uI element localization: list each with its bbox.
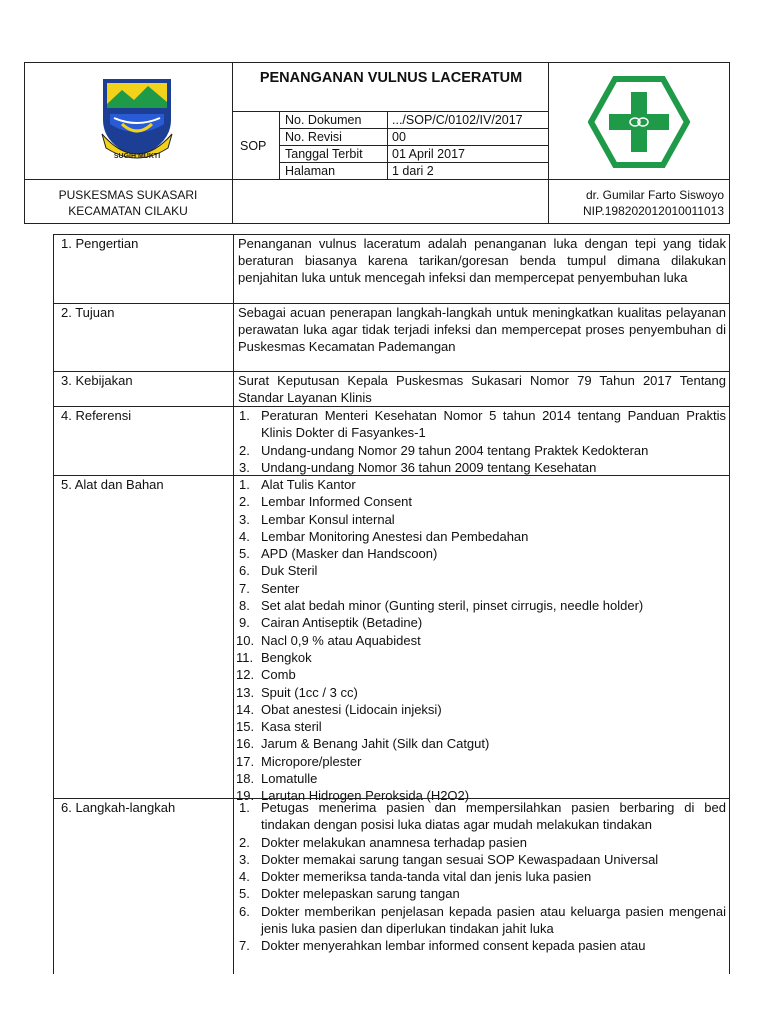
list-item: 2. Undang-undang Nomor 29 tahun 2004 tentang Praktek Kedokteran [239,442,649,458]
list-item: 13. Spuit (1cc / 3 cc) [236,684,358,700]
list-item: 7. Dokter menyerahkan lembar informed consent kepada pasien atau [239,938,646,954]
table-row [53,235,730,303]
field-label: Tanggal Terbit [285,147,363,161]
row-text: Surat Keputusan Kepala Puskesmas Sukasari Nomor 79 Tahun 2017 Tentang Standar Layanan Klinis [238,373,726,405]
list-item: 1. Alat Tulis Kantor [239,477,356,492]
document-title: PENANGANAN VULNUS LACERATUM [259,70,523,86]
reference-list [236,407,726,476]
row-label: 3. Kebijakan [61,373,133,388]
list-item: 1. Peraturan Menteri Kesehatan Nomor 5 tahun 2014 tentang Panduan Praktis Klinis Dokter di Fasyankes-1 [239,408,726,441]
list-item: 4. Dokter memeriksa tanda-tanda vital dan jenis luka pasien [239,869,592,885]
list-item: 18. Lomatulle [236,771,318,787]
list-item: 2. Lembar Informed Consent [239,494,413,510]
list-item: 14. Obat anestesi (Lidocain injeksi) [236,701,442,717]
emblem-motto: SUGIH MUKTI [113,153,161,160]
table-row [53,303,730,371]
list-item: 11. Bengkok [236,649,312,665]
row-label: 4. Referensi [61,408,132,423]
regency-emblem-icon [92,74,182,166]
list-item: 8. Set alat bedah minor (Gunting steril, pinset cirrugis, needle holder) [239,598,644,614]
list-item: 7. Senter [239,580,300,596]
list-item: 17. Micropore/plester [236,753,362,769]
row-label: 5. Alat dan Bahan [61,477,164,492]
table-row [53,798,730,975]
list-item: 19. Larutan Hidrogen Peroksida (H2O2) [236,788,470,804]
list-item: 5. Dokter melepaskan sarung tangan [239,886,460,902]
field-label: No. Dokumen [285,113,362,127]
list-item: 3. Undang-undang Nomor 36 tahun 2009 tentang Kesehatan [239,459,597,475]
row-text: Sebagai acuan penerapan langkah-langkah untuk meningkatkan kualitas pelayanan perawatan luka agar tidak terjadi infeksi dan mempercepat proses penyembuhan di Puskesmas Kecamatan Pademangan [238,305,726,354]
puskesmas-logo-icon [588,76,690,168]
signer-block: dr. Gumilar Farto Siswoyo NIP.198202012010011013 [582,188,724,218]
table-row [53,371,730,406]
field-value: 00 [392,130,406,144]
field-value: 1 dari 2 [392,164,434,178]
row-label: 2. Tujuan [61,305,115,320]
field-label: Halaman [285,164,336,178]
list-item: 16. Jarum & Benang Jahit (Silk dan Catgut) [236,736,490,752]
list-item: 15. Kasa steril [236,719,322,735]
sop-content-table [53,235,730,975]
field-label: No. Revisi [285,130,342,144]
field-value: 01 April 2017 [392,147,465,161]
list-item: 2. Dokter melakukan anamnesa terhadap pasien [239,834,527,850]
row-label: 6. Langkah-langkah [61,800,176,815]
header-divider [24,179,730,180]
list-item: 10. Nacl 0,9 % atau Aquabidest [236,632,421,648]
list-item: 3. Dokter memakai sarung tangan sesuai SOP Kewaspadaan Universal [239,851,659,867]
organization-name: PUSKESMAS SUKASARI KECAMATAN CILAKU [58,188,198,218]
table-row [53,475,730,803]
row-text: Penanganan vulnus laceratum adalah penanganan luka dengan tepi yang tidak beraturan biasanya karena tarikan/goresan benda tumpul dimana dilakukan penjahitan luka untuk mencegah infeksi dan mempercepat penyembuhan luka [238,236,726,285]
table-row [53,406,730,475]
list-item: 6. Dokter memberikan penjelasan kepada pasien atau keluarga pasien mengenai jenis luka pasien dan diperlukan tindakan jahit luka [239,903,726,937]
list-item: 6. Duk Steril [239,563,318,579]
steps-list [236,799,726,955]
sop-label: SOP [240,139,267,153]
row-label: 1. Pengertian [61,236,139,251]
field-value: .../SOP/C/0102/IV/2017 [392,113,523,127]
list-item: 9. Cairan Antiseptik (Betadine) [239,615,423,631]
list-item: 5. APD (Masker dan Handscoon) [239,546,438,562]
equipment-list [236,476,726,805]
list-item: 4. Lembar Monitoring Anestesi dan Pembedahan [239,528,529,544]
list-item: 3. Lembar Konsul internal [239,511,395,527]
list-item: 1. Petugas menerima pasien dan mempersilahkan pasien berbaring di bed tindakan dengan posisi luka diatas agar mudah melakukan tindakan [239,800,726,833]
list-item: 12. Comb [236,667,296,683]
